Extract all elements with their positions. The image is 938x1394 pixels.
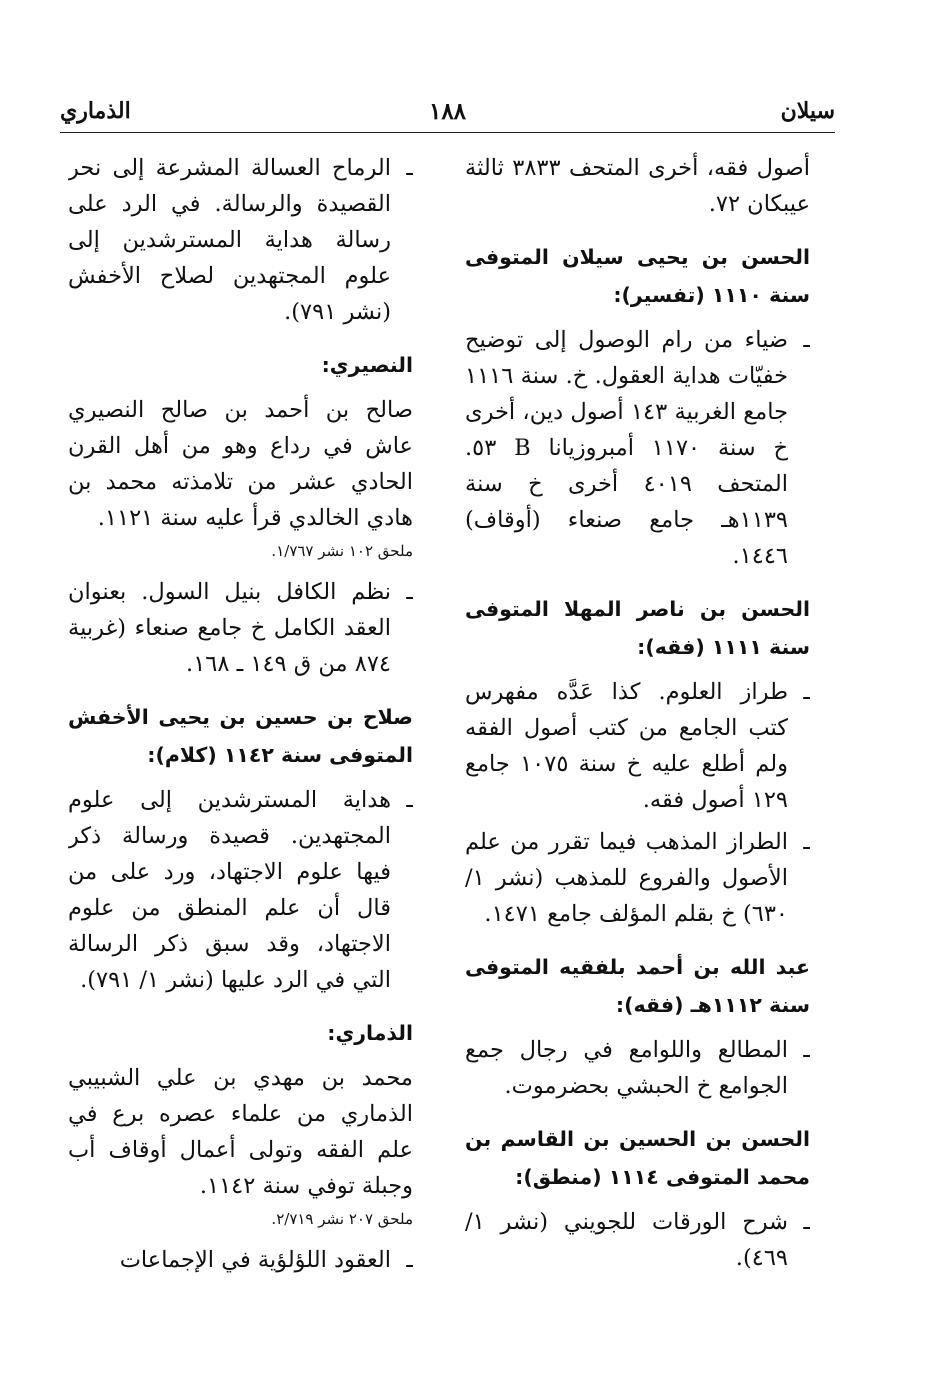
entry-heading-dhamari: الذماري: (327, 1021, 413, 1045)
biography-paragraph: صالح بن أحمد بن صالح النصيري عاش في رداع وهو من أهل القرن الحادي عشر من تلامذته محمد بن هادي الخالدي قرأ عليه سنة ١١٢١. (68, 397, 413, 531)
biography-paragraph: محمد بن مهدي بن علي الشبيبي الذماري من علماء عصره برع في علم الفقه وتولى أعمال أوقاف أب وجبلة توفي سنة ١١٤٢. (68, 1065, 413, 1199)
list-item: ـ شرح الورقات للجويني (نشر ١/ ٤٦٩). (465, 1209, 810, 1271)
list-item: ـ هداية المسترشدين إلى علوم المجتهدين. قصيدة ورسالة ذكر فيها علوم الاجتهاد، ورد على من قال أن علم المنطق من علوم الاجتهاد، وقد سبق ذكر الرسالة التي في الرد عليها (نشر ١/ ٧٩١). (68, 787, 413, 993)
running-title-left: الذماري (60, 98, 131, 124)
list-item: ـ العقود اللؤلؤية في الإجماعات (119, 1247, 413, 1273)
page-number: ١٨٨ (428, 98, 467, 125)
entry-heading-nusayri: النصيري: (321, 353, 413, 377)
list-item: ـ الطراز المذهب فيما تقرر من علم الأصول والفروع للمذهب (نشر ١/ ٦٣٠) خ بقلم المؤلف جامع ١٤٧١. (465, 829, 810, 927)
entry-heading-salah-akhfash: صلاح بن حسين بن يحيى الأخفش المتوفى سنة ١١٤٢ (كلام): (68, 705, 413, 767)
reference-note: ملحق ١٠٢ نشر ١/٧٦٧. (271, 542, 413, 560)
page-header (60, 92, 835, 133)
list-item: ـ ضياء من رام الوصول إلى توضيح خفيّات هداية العقول. خ. سنة ١١١٦ جامع الغربية ١٤٣ أصول دين، أخرى خ سنة ١١٧٠ أمبروزيانا B ٥٣. المتحف ٤٠١٩ أخرى خ سنة ١١٣٩هـ جامع صنعاء (أوقاف) ١٤٤٦. (465, 327, 810, 569)
reference-note: ملحق ٢٠٧ نشر ٢/٧١٩. (271, 1210, 413, 1228)
entry-heading-hasan-sailan: الحسن بن يحيى سيلان المتوفى سنة ١١١٠ (تفسير): (465, 245, 810, 307)
list-item: ـ الرماح العسالة المشرعة إلى نحر القصيدة والرسالة. في الرد على رسالة هداية المسترشدين إلى علوم المجتهدين لصلاح الأخفش (نشر ٧٩١). (68, 155, 413, 325)
entry-heading-hasan-muhalla: الحسن بن ناصر المهلا المتوفى سنة ١١١١ (فقه): (465, 597, 810, 659)
list-item: ـ نظم الكافل بنيل السول. بعنوان العقد الكامل خ جامع صنعاء (غربية ٨٧٤ من ق ١٤٩ ـ ١٦٨. (68, 579, 413, 677)
list-item: ـ المطالع واللوامع في رجال جمع الجوامع خ الحبشي بحضرموت. (465, 1037, 810, 1099)
entry-heading-abdullah-balfaqih: عبد الله بن أحمد بلفقيه المتوفى سنة ١١١٢هـ (فقه): (465, 955, 810, 1017)
list-item: ـ طراز العلوم. كذا عَدَّه مفهرس كتب الجامع من كتب أصول الفقه ولم أطلع عليه خ سنة ١٠٧٥ جامع ١٢٩ أصول فقه. (465, 679, 810, 813)
intro-paragraph: أصول فقه، أخرى المتحف ٣٨٣٣ ثالثة عيبكان ٧٢. (465, 155, 810, 217)
left-column (68, 150, 413, 1290)
running-title-right: سيلان (780, 98, 835, 124)
right-column (465, 150, 810, 1290)
entry-heading-hasan-qasim: الحسن بن الحسين بن القاسم بن محمد المتوفى ١١١٤ (منطق): (465, 1127, 810, 1189)
